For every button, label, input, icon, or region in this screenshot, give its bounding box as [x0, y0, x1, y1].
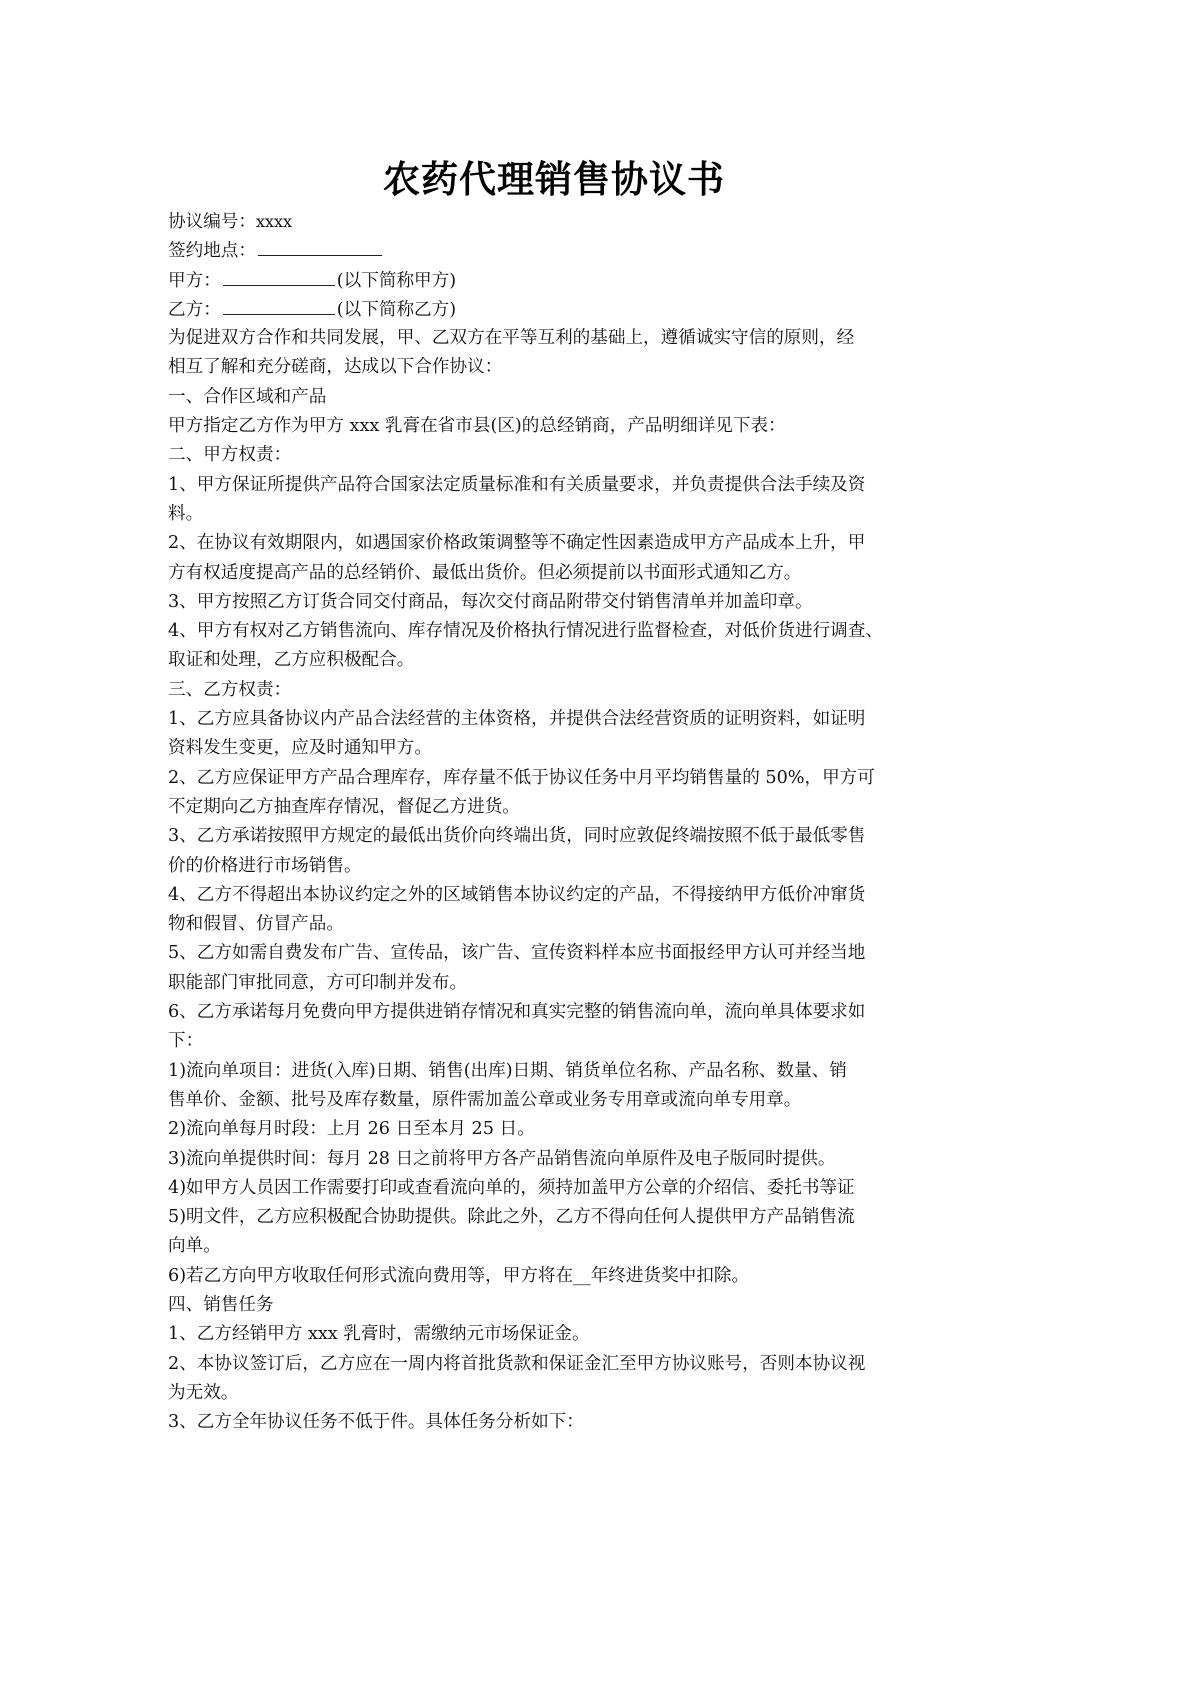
party-a-suffix: (以下简称甲方) [336, 270, 457, 291]
sign-place-label: 签约地点： [168, 241, 256, 262]
sub-clause-line: 3)流向单提供时间：每月 28 日之前将甲方各产品销售流向单原件及电子版同时提供。 [168, 1148, 836, 1169]
party-b-suffix: (以下简称乙方) [336, 299, 457, 320]
sign-place-blank [258, 236, 382, 256]
sub-clause-line: 4)如甲方人员因工作需要打印或查看流向单的，须持加盖甲方公章的介绍信、委托书等证 [168, 1177, 855, 1198]
clause-line: 不定期向乙方抽查库存情况，督促乙方进货。 [168, 796, 520, 817]
sub-clause-line: 5)明文件，乙方应积极配合协助提供。除此之外，乙方不得向任何人提供甲方产品销售流 [168, 1207, 855, 1228]
clause-line: 职能部门审批同意，方可印制并发布。 [168, 972, 468, 993]
sub-clause-line: 向单。 [168, 1236, 221, 1257]
agreement-number-line [168, 207, 943, 236]
agreement-number-value: xxxx [255, 212, 293, 231]
document-body [168, 207, 943, 1437]
sub-clause-line: 1)流向单项目：进货(入库)日期、销售(出库)日期、销货单位名称、产品名称、数量、销 [168, 1060, 847, 1081]
sign-place-line [168, 236, 943, 265]
paragraph-line: 相互了解和充分磋商，达成以下合作协议： [168, 357, 503, 378]
clause-line: 4、乙方不得超出本协议约定之外的区域销售本协议约定的产品，不得接纳甲方低价冲窜货 [168, 884, 866, 905]
paragraph-line: 甲方指定乙方作为甲方 xxx 乳膏在省市县(区)的总经销商，产品明细详见下表： [168, 416, 786, 437]
clause-line: 为无效。 [168, 1382, 239, 1403]
section-heading: 二、甲方权责： [168, 445, 292, 466]
section-heading: 四、销售任务 [168, 1294, 274, 1315]
clause-line: 物和假冒、仿冒产品。 [168, 914, 344, 935]
clause-line: 资料发生变更，应及时通知甲方。 [168, 738, 432, 759]
section-heading: 三、乙方权责： [168, 679, 292, 700]
clause-line: 2、乙方应保证甲方产品合理库存，库存量不低于协议任务中月平均销售量的 50%，甲方可 [168, 767, 875, 788]
clause-line: 方有权适度提高产品的总经销价、最低出货价。但必须提前以书面形式通知乙方。 [168, 562, 802, 583]
clause-line: 取证和处理，乙方应积极配合。 [168, 650, 415, 671]
clause-line: 5、乙方如需自费发布广告、宣传品，该广告、宣传资料样本应书面报经甲方认可并经当地 [168, 943, 866, 964]
paragraph-line: 为促进双方合作和共同发展，甲、乙双方在平等互利的基础上，遵循诚实守信的原则，经 [168, 328, 855, 349]
clause-line: 3、甲方按照乙方订货合同交付商品，每次交付商品附带交付销售清单并加盖印章。 [168, 591, 813, 612]
party-a-blank [223, 266, 335, 286]
agreement-number-label: 协议编号： [168, 212, 256, 232]
party-b-line [168, 295, 943, 324]
clause-line: 1、乙方应具备协议内产品合法经营的主体资格，并提供合法经营资质的证明资料，如证明 [168, 709, 866, 730]
sub-clause-line: 售单价、金额、批号及库存数量，原件需加盖公章或业务专用章或流向单专用章。 [168, 1089, 802, 1110]
sub-clause-line: 2)流向单每月时段：上月 26 日至本月 25 日。 [168, 1119, 535, 1140]
clause-line: 下： [168, 1031, 204, 1052]
clause-line: 价的价格进行市场销售。 [168, 855, 362, 876]
sub-clause-line: 6)若乙方向甲方收取任何形式流向费用等，甲方将在__年终进货奖中扣除。 [168, 1265, 750, 1286]
clause-line: 料。 [168, 503, 204, 524]
clause-line: 3、乙方全年协议任务不低于件。具体任务分析如下： [168, 1412, 584, 1433]
clause-line: 6、乙方承诺每月免费向甲方提供进销存情况和真实完整的销售流向单，流向单具体要求如 [168, 1002, 866, 1023]
clause-line: 4、甲方有权对乙方销售流向、库存情况及价格执行情况进行监督检查，对低价货进行调查、 [168, 621, 883, 642]
clause-line: 2、本协议签订后，乙方应在一周内将首批货款和保证金汇至甲方协议账号，否则本协议视 [168, 1353, 866, 1374]
section-heading: 一、合作区域和产品 [168, 386, 327, 407]
party-b-blank [223, 295, 335, 315]
party-a-label: 甲方： [168, 270, 221, 291]
document-title: 农药代理销售协议书 [383, 158, 725, 201]
clause-line: 1、乙方经销甲方 xxx 乳膏时，需缴纳元市场保证金。 [168, 1324, 590, 1345]
clause-line: 3、乙方承诺按照甲方规定的最低出货价向终端出货，同时应敦促终端按照不低于最低零售 [168, 826, 866, 847]
party-b-label: 乙方： [168, 299, 221, 320]
clause-line: 1、甲方保证所提供产品符合国家法定质量标准和有关质量要求，并负责提供合法手续及资 [168, 474, 866, 495]
clause-line: 2、在协议有效期限内，如遇国家价格政策调整等不确定性因素造成甲方产品成本上升，甲 [168, 533, 866, 554]
party-a-line [168, 266, 943, 295]
